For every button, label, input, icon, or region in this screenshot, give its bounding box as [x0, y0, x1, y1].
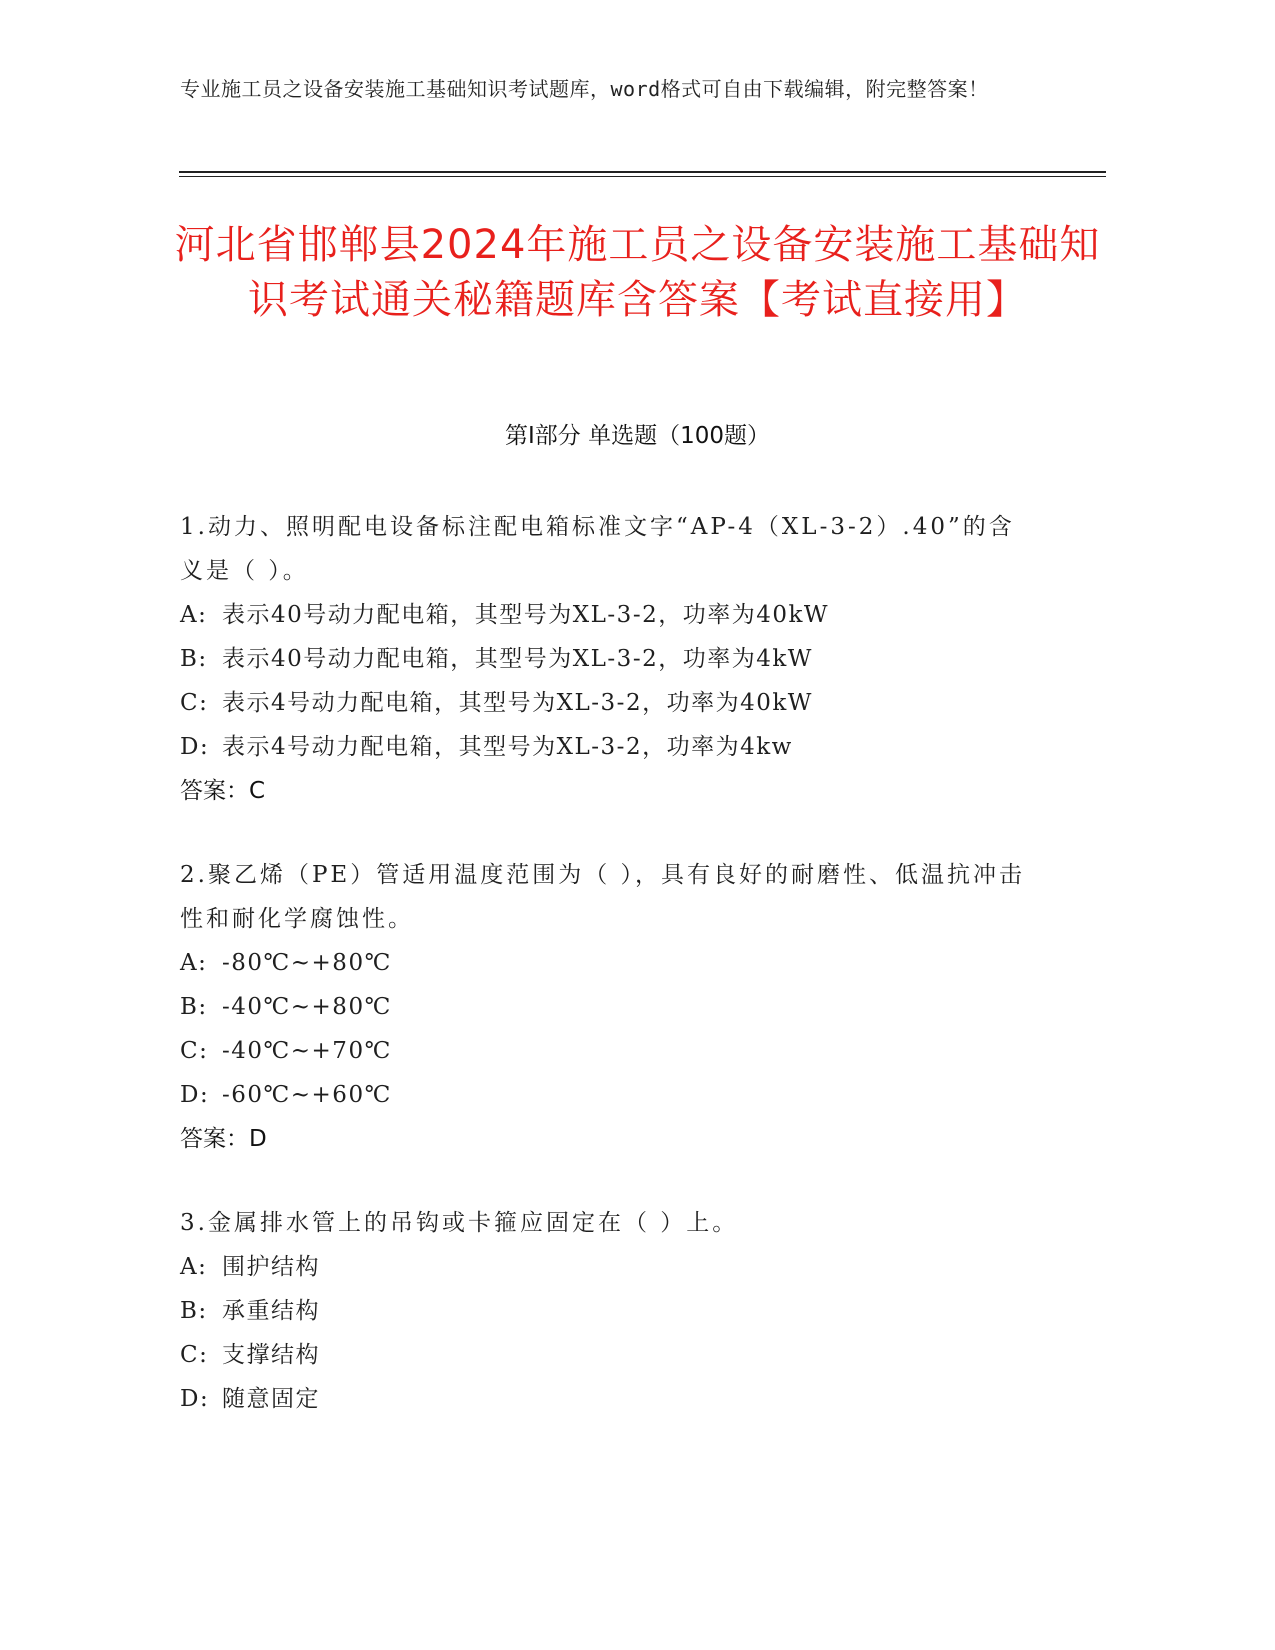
header-rule-thick [179, 171, 1106, 173]
option-text: -80℃~+80℃ [222, 950, 392, 976]
question-list [180, 505, 1040, 1461]
option-a [180, 941, 1040, 985]
question-2 [180, 853, 1040, 1161]
section-title: 第Ⅰ部分 单选题（100题） [505, 423, 770, 449]
option-text: 表示40号动力配电箱，其型号为XL-3-2，功率为40kW [222, 602, 830, 628]
header-rule-thin [179, 176, 1106, 177]
option-c [180, 1333, 1040, 1377]
option-text: 随意固定 [222, 1386, 320, 1412]
option-text: -40℃~+70℃ [222, 1038, 392, 1064]
question-3 [180, 1201, 1040, 1421]
option-c [180, 681, 1040, 725]
option-letter: B: [180, 1298, 208, 1324]
option-d [180, 1377, 1040, 1421]
option-a [180, 1245, 1040, 1289]
option-text: 表示4号动力配电箱，其型号为XL-3-2，功率为40kW [222, 690, 813, 716]
option-text: 承重结构 [222, 1298, 320, 1324]
answer-line: 答案：C [180, 778, 266, 804]
option-c [180, 1029, 1040, 1073]
option-b [180, 637, 1040, 681]
question-stem: 2.聚乙烯（PE）管适用温度范围为（ ），具有良好的耐磨性、低温抗冲击性和耐化学腐蚀性。 [180, 862, 1026, 932]
option-d [180, 725, 1040, 769]
option-letter: B: [180, 646, 208, 672]
question-stem: 3.金属排水管上的吊钩或卡箍应固定在（ ）上。 [180, 1210, 739, 1236]
option-letter: D: [180, 1386, 210, 1412]
question-1 [180, 505, 1040, 813]
option-text: 表示4号动力配电箱，其型号为XL-3-2，功率为4kw [222, 734, 793, 760]
header-note: 专业施工员之设备安装施工基础知识考试题库，word格式可自由下载编辑，附完整答案！ [180, 77, 989, 101]
option-b [180, 985, 1040, 1029]
option-letter: B: [180, 994, 208, 1020]
option-letter: D: [180, 734, 210, 760]
question-stem: 1.动力、照明配电设备标注配电箱标准文字“AP-4（XL-3-2）.40”的含义是（ ）。 [180, 514, 1015, 584]
option-text: 围护结构 [222, 1254, 320, 1280]
option-letter: A: [180, 950, 208, 976]
option-text: -60℃~+60℃ [222, 1082, 392, 1108]
option-a [180, 593, 1040, 637]
option-letter: D: [180, 1082, 210, 1108]
option-text: 支撑结构 [222, 1342, 320, 1368]
option-letter: C: [180, 690, 209, 716]
answer-line: 答案：D [180, 1126, 267, 1152]
option-d [180, 1073, 1040, 1117]
option-letter: A: [180, 602, 208, 628]
option-text: 表示40号动力配电箱，其型号为XL-3-2，功率为4kW [222, 646, 813, 672]
document-title: 河北省邯郸县2024年施工员之设备安装施工基础知识考试通关秘籍题库含答案【考试直接用】 [174, 222, 1101, 323]
option-b [180, 1289, 1040, 1333]
option-letter: C: [180, 1342, 209, 1368]
option-letter: A: [180, 1254, 208, 1280]
option-text: -40℃~+80℃ [222, 994, 392, 1020]
option-letter: C: [180, 1038, 209, 1064]
